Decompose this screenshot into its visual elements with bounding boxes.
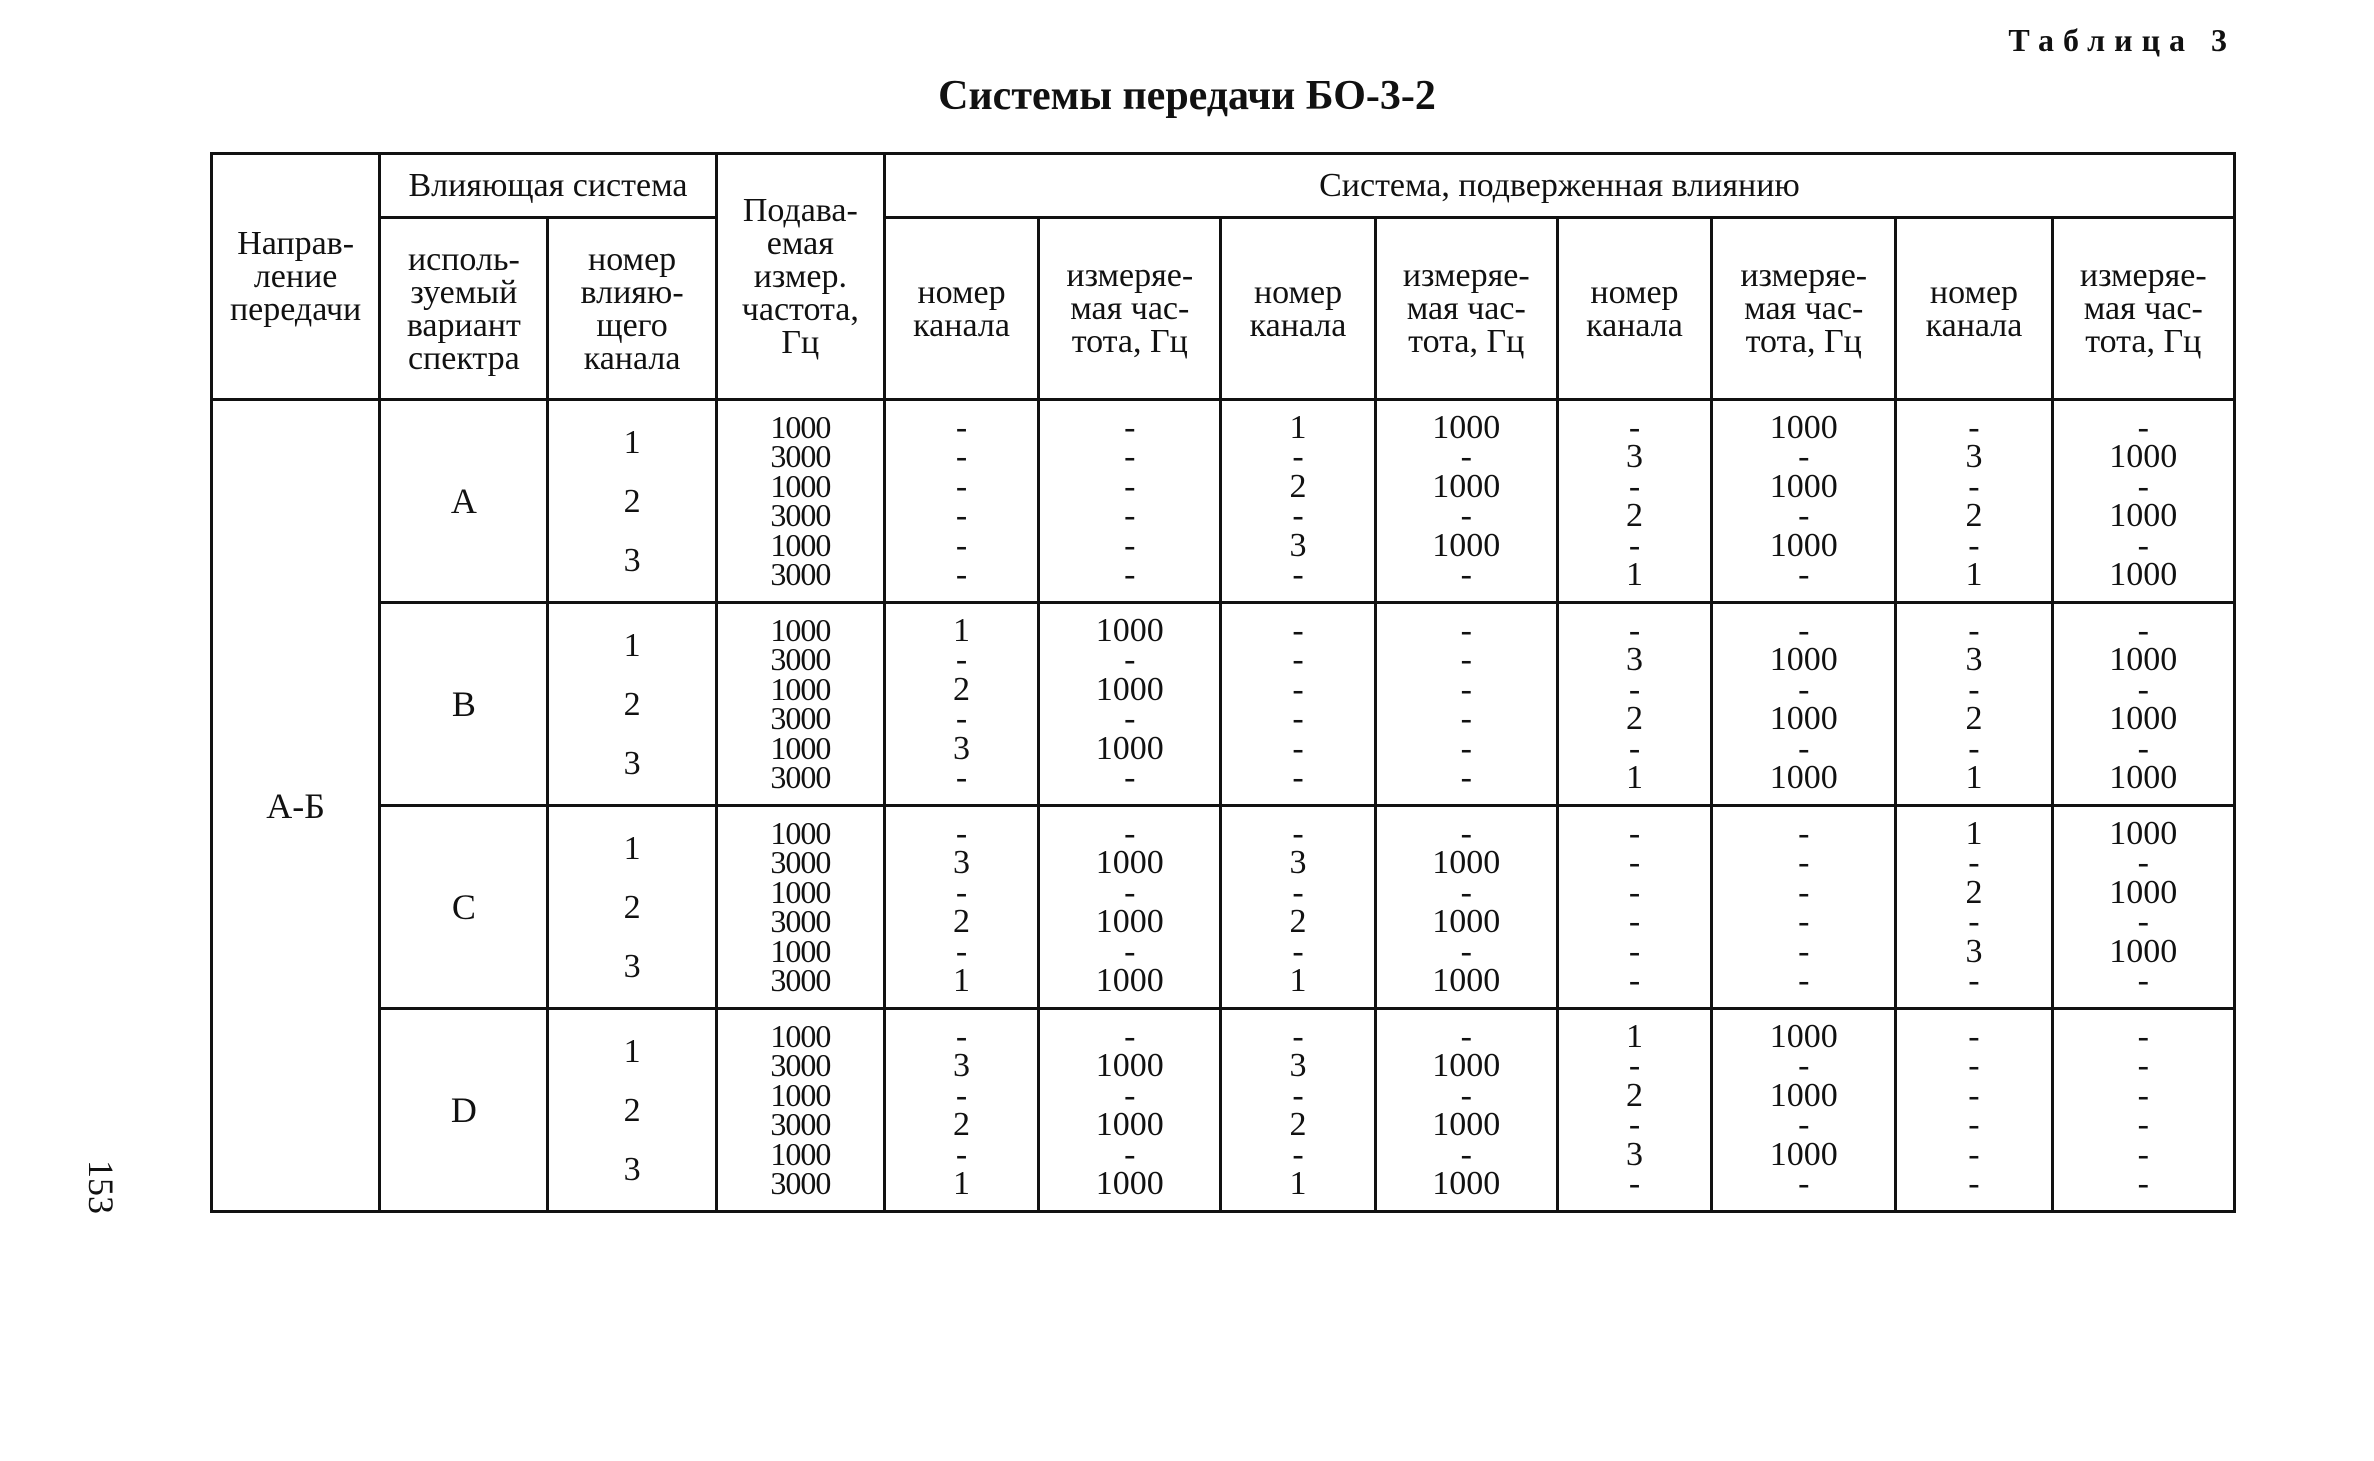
fed-frequency-cell: 1000 3000 1000 3000 1000 3000 [716, 806, 884, 1009]
affected-channel-cell: - - - - - - [884, 400, 1038, 603]
table-row [212, 806, 2235, 1009]
measured-frequency-cell: - 1000 - 1000 - 1000 [2052, 400, 2234, 603]
influencing-channel-cell: 1 2 3 [548, 1009, 716, 1212]
affected-channel-cell: 1 - 2 - 3 - [1557, 1009, 1711, 1212]
influencing-channel-cell: 1 2 3 [548, 400, 716, 603]
measured-frequency-cell: - 1000 - 1000 - 1000 [1375, 1009, 1557, 1212]
measured-frequency-cell: - 1000 - 1000 - 1000 [2052, 603, 2234, 806]
page-number: 153 [81, 1160, 121, 1214]
spectrum-variant-cell: D [380, 1009, 548, 1212]
fed-frequency-cell: 1000 3000 1000 3000 1000 3000 [716, 1009, 884, 1212]
affected-channel-cell: - - - - - - [1557, 806, 1711, 1009]
affected-channel-cell: - - - - - - [1896, 1009, 2052, 1212]
header-channel-number-1: номер канала [884, 218, 1038, 400]
affected-channel-cell: - 3 - 2 - 1 [1221, 806, 1375, 1009]
affected-channel-cell: - - - - - - [1221, 603, 1375, 806]
measured-frequency-cell: - - - - - - [1375, 603, 1557, 806]
affected-channel-cell: - 3 - 2 - 1 [1896, 603, 2052, 806]
header-measured-frequency-3: измеряе- мая час- тота, Гц [1712, 218, 1896, 400]
header-measured-frequency-4: измеряе- мая час- тота, Гц [2052, 218, 2234, 400]
measured-frequency-cell: 1000 - 1000 - 1000 - [1712, 400, 1896, 603]
affected-channel-cell: 1 - 2 - 3 - [884, 603, 1038, 806]
header-influencing-system: Влияющая система [380, 154, 716, 218]
measured-frequency-cell: 1000 - 1000 - 1000 - [1712, 1009, 1896, 1212]
measured-frequency-cell: - 1000 - 1000 - 1000 [1375, 806, 1557, 1009]
measured-frequency-cell: - - - - - - [1039, 400, 1221, 603]
header-influencing-channel: номер влияю- щего канала [548, 218, 716, 400]
table-row [212, 603, 2235, 806]
header-direction: Направ- ление передачи [212, 154, 380, 400]
measured-frequency-cell: - 1000 - 1000 - 1000 [1039, 1009, 1221, 1212]
measured-frequency-cell: - - - - - - [1712, 806, 1896, 1009]
spectrum-variant-cell: C [380, 806, 548, 1009]
header-channel-number-4: номер канала [1896, 218, 2052, 400]
fed-frequency-cell: 1000 3000 1000 3000 1000 3000 [716, 400, 884, 603]
spectrum-variant-cell: B [380, 603, 548, 806]
header-channel-number-2: номер канала [1221, 218, 1375, 400]
table-row [212, 400, 2235, 603]
measured-frequency-cell: - - - - - - [2052, 1009, 2234, 1212]
spectrum-variant-cell: A [380, 400, 548, 603]
influencing-channel-cell: 1 2 3 [548, 603, 716, 806]
transmission-systems-table [210, 152, 2236, 1213]
table-number-label: Таблица 3 [2008, 22, 2236, 58]
header-used-variant: исполь- зуемый вариант спектра [380, 218, 548, 400]
header-measured-frequency-1: измеряе- мая час- тота, Гц [1039, 218, 1221, 400]
direction-cell: А-Б [212, 400, 380, 1212]
table-row [212, 1009, 2235, 1212]
measured-frequency-cell: 1000 - 1000 - 1000 - [2052, 806, 2234, 1009]
page-title: Системы передачи БО-3-2 [938, 73, 1436, 119]
affected-channel-cell: - 3 - 2 - 1 [884, 1009, 1038, 1212]
measured-frequency-cell: - 1000 - 1000 - 1000 [1712, 603, 1896, 806]
header-measured-frequency-2: измеряе- мая час- тота, Гц [1375, 218, 1557, 400]
header-channel-number-3: номер канала [1557, 218, 1711, 400]
affected-channel-cell: - 3 - 2 - 1 [1557, 400, 1711, 603]
header-affected-system: Система, подверженная влиянию [884, 154, 2234, 218]
measured-frequency-cell: 1000 - 1000 - 1000 - [1375, 400, 1557, 603]
affected-channel-cell: 1 - 2 - 3 - [1896, 806, 2052, 1009]
measured-frequency-cell: - 1000 - 1000 - 1000 [1039, 806, 1221, 1009]
affected-channel-cell: - 3 - 2 - 1 [1896, 400, 2052, 603]
affected-channel-cell: - 3 - 2 - 1 [1557, 603, 1711, 806]
affected-channel-cell: - 3 - 2 - 1 [1221, 1009, 1375, 1212]
measured-frequency-cell: 1000 - 1000 - 1000 - [1039, 603, 1221, 806]
affected-channel-cell: - 3 - 2 - 1 [884, 806, 1038, 1009]
influencing-channel-cell: 1 2 3 [548, 806, 716, 1009]
affected-channel-cell: 1 - 2 - 3 - [1221, 400, 1375, 603]
fed-frequency-cell: 1000 3000 1000 3000 1000 3000 [716, 603, 884, 806]
header-fed-frequency: Подава- емая измер. частота, Гц [716, 154, 884, 400]
